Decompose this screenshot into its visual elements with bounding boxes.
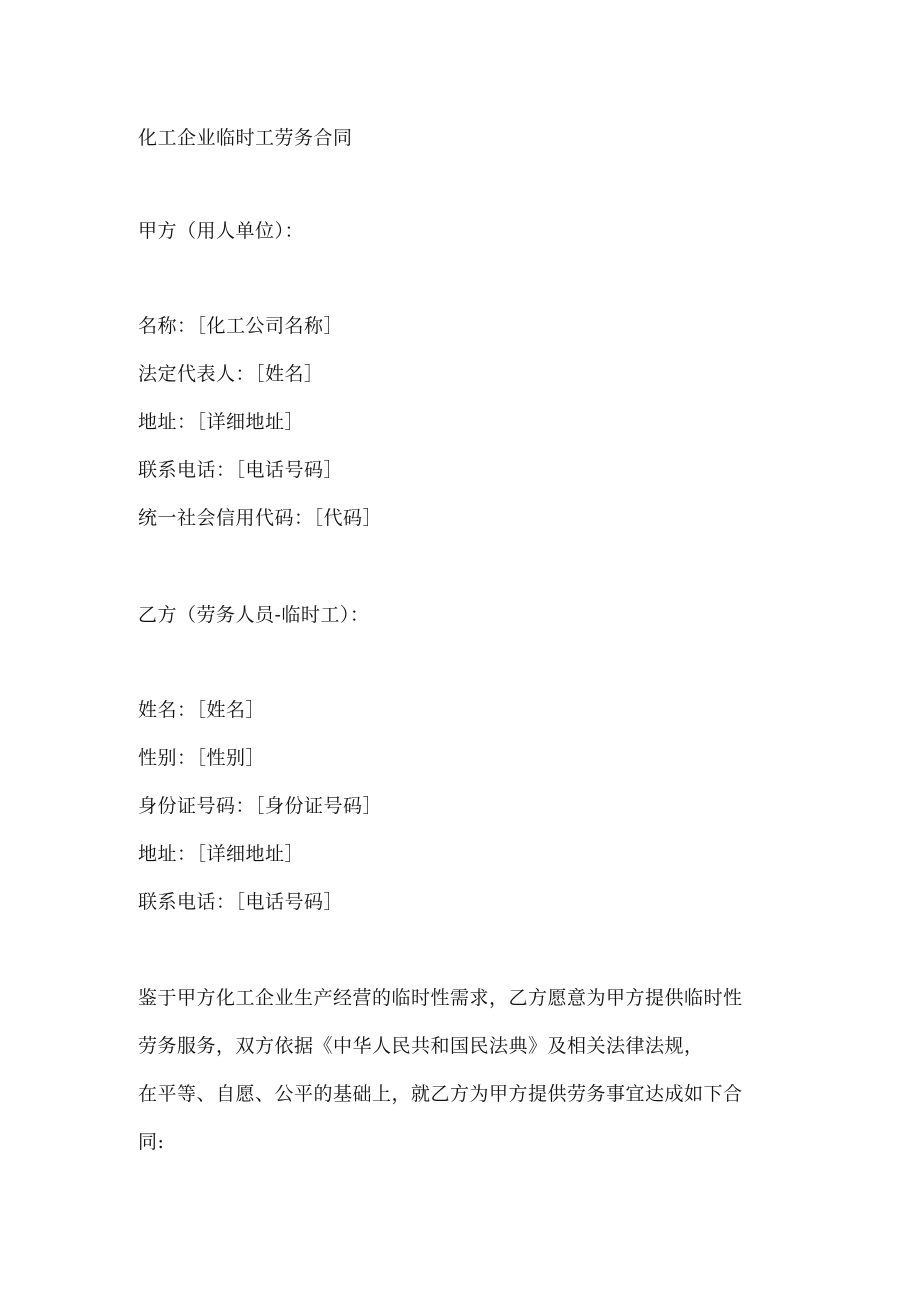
party-a-heading: 甲方（用人单位）： bbox=[138, 220, 305, 242]
document-title: 化工企业临时工劳务合同 bbox=[138, 127, 353, 149]
party-b-name: 姓名：［姓名］ bbox=[138, 699, 266, 721]
party-b-address: 地址：［详细地址］ bbox=[138, 843, 305, 865]
preamble-line: 在平等、自愿、公平的基础上，就乙方为甲方提供劳务事宜达成如下合 bbox=[138, 1083, 743, 1105]
party-a-name: 名称：［化工公司名称］ bbox=[138, 315, 344, 337]
party-b-heading: 乙方（劳务人员-临时工）： bbox=[138, 604, 370, 626]
party-a-phone: 联系电话：［电话号码］ bbox=[138, 459, 344, 481]
party-b-gender: 性别：［性别］ bbox=[138, 747, 266, 769]
party-a-credit-code: 统一社会信用代码：［代码］ bbox=[138, 507, 383, 529]
party-b-id-number: 身份证号码：［身份证号码］ bbox=[138, 795, 383, 817]
party-b-phone: 联系电话：［电话号码］ bbox=[138, 891, 344, 913]
party-a-legal-rep: 法定代表人：［姓名］ bbox=[138, 363, 324, 385]
preamble-line: 劳务服务，双方依据《中华人民共和国民法典》及相关法律法规， bbox=[138, 1035, 704, 1057]
preamble-line: 同: bbox=[138, 1131, 165, 1153]
preamble-line: 鉴于甲方化工企业生产经营的临时性需求，乙方愿意为甲方提供临时性 bbox=[138, 987, 743, 1009]
party-a-address: 地址：［详细地址］ bbox=[138, 411, 305, 433]
